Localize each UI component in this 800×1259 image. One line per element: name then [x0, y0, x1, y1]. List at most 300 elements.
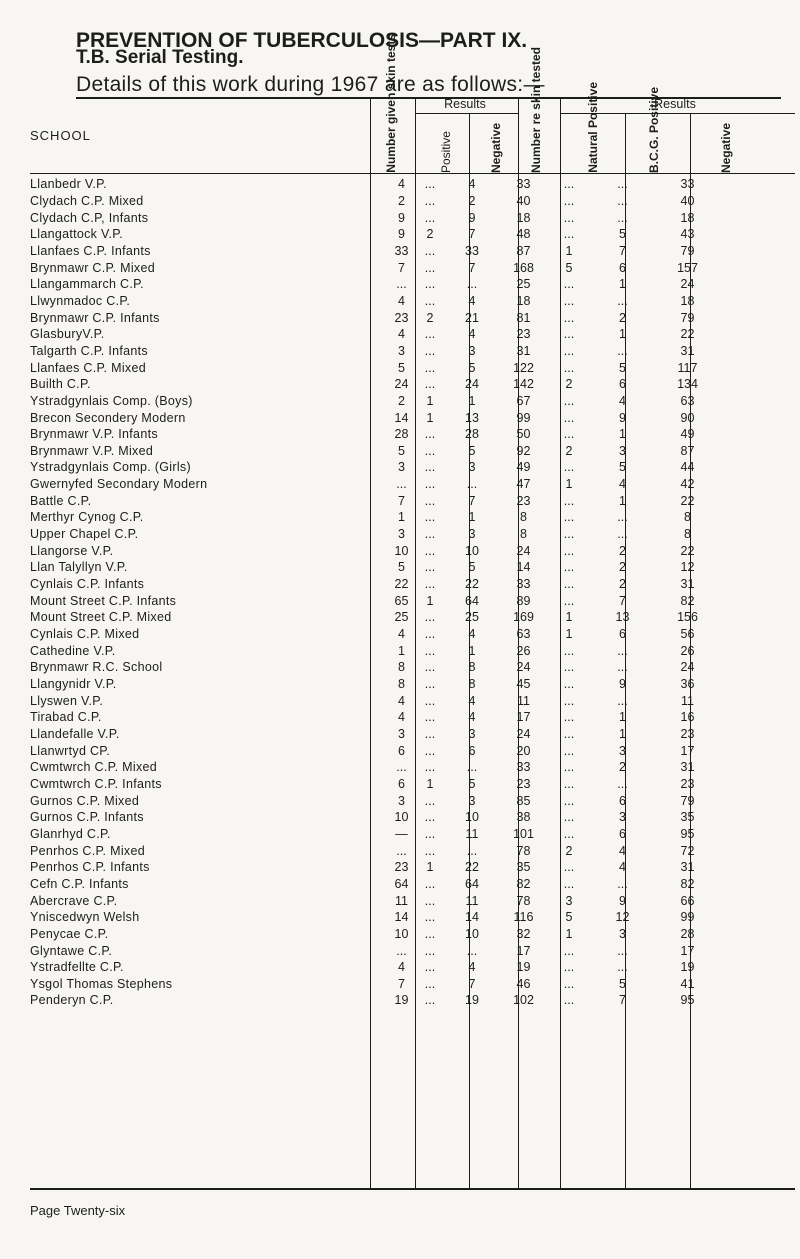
cell-nat: ... — [563, 360, 575, 375]
cell-re: 89 — [516, 593, 531, 608]
table-row — [30, 326, 790, 343]
cell-given: 33 — [394, 243, 409, 258]
cell-re: 24 — [516, 726, 531, 741]
cell-pos: ... — [424, 577, 436, 592]
cell-bcg: 6 — [619, 826, 626, 841]
cell-pos: ... — [424, 493, 436, 508]
table-row — [30, 259, 790, 276]
school-name: Llanfaes C.P. Infants — [30, 243, 151, 258]
table-row — [30, 909, 790, 926]
cell-neg2: 40 — [680, 193, 695, 208]
school-name: Ystradgynlais Comp. (Boys) — [30, 393, 193, 408]
cell-bcg: 1 — [619, 327, 626, 342]
cell-neg: ... — [466, 943, 478, 958]
school-name: GlasburyV.P. — [30, 327, 105, 342]
cell-re: 33 — [516, 760, 531, 775]
cell-given: — — [395, 826, 408, 841]
cell-neg: 10 — [465, 543, 479, 558]
cell-bcg: ... — [617, 776, 628, 791]
cell-neg2: 87 — [680, 443, 695, 458]
cell-re: 48 — [516, 227, 531, 242]
cell-neg: ... — [466, 477, 478, 492]
cell-neg: 25 — [465, 610, 479, 625]
school-name: Ysgol Thomas Stephens — [30, 976, 173, 991]
table-row — [30, 692, 790, 709]
cell-given: 4 — [398, 327, 405, 342]
table-body — [30, 176, 790, 1009]
cell-neg2: 31 — [680, 577, 695, 592]
cell-neg: 10 — [465, 926, 479, 941]
school-name: Llangynidr V.P. — [30, 677, 117, 692]
table-row — [30, 459, 790, 476]
cell-bcg: 5 — [619, 976, 626, 991]
table-row — [30, 393, 790, 410]
cell-re: 19 — [516, 960, 531, 975]
cell-nat: ... — [563, 710, 575, 725]
cell-neg2: 79 — [680, 793, 695, 808]
cell-given: ... — [396, 277, 407, 292]
cell-re: 47 — [516, 477, 531, 492]
cell-re: 8 — [520, 510, 527, 525]
cell-pos: ... — [424, 327, 436, 342]
cell-pos: ... — [424, 726, 436, 741]
cell-re: 67 — [516, 393, 531, 408]
cell-bcg: 9 — [619, 893, 626, 908]
cell-neg2: 134 — [677, 377, 698, 392]
school-name: Tirabad C.P. — [30, 710, 102, 725]
cell-neg2: 82 — [680, 876, 695, 891]
cell-pos: ... — [424, 443, 436, 458]
column-header-school: SCHOOL — [30, 128, 91, 143]
cell-pos: 2 — [426, 227, 434, 242]
cell-neg: 14 — [465, 910, 479, 925]
cell-re: 11 — [517, 693, 530, 708]
cell-neg: 24 — [465, 377, 479, 392]
table-row — [30, 526, 790, 543]
school-name: Llanbedr V.P. — [30, 177, 107, 192]
cell-neg2: 17 — [680, 743, 695, 758]
cell-neg2: 24 — [680, 277, 695, 292]
cell-pos: ... — [424, 876, 436, 891]
cell-neg2: 82 — [680, 593, 695, 608]
cell-re: 99 — [516, 410, 531, 425]
cell-neg2: 95 — [680, 826, 695, 841]
cell-neg2: 99 — [680, 910, 695, 925]
cell-pos: ... — [424, 510, 436, 525]
cell-neg2: 31 — [680, 760, 695, 775]
school-name: Cefn C.P. Infants — [30, 876, 129, 891]
school-name: Battle C.P. — [30, 493, 92, 508]
cell-nat: ... — [563, 560, 575, 575]
cell-bcg: 7 — [619, 243, 626, 258]
cell-nat: ... — [563, 876, 575, 891]
school-name: Cwmtwrch C.P. Mixed — [30, 760, 158, 775]
school-name: Penderyn C.P. — [30, 993, 114, 1008]
cell-nat: 1 — [565, 243, 573, 258]
table-row — [30, 942, 790, 959]
cell-given: 7 — [398, 260, 405, 275]
cell-neg: 4 — [468, 710, 476, 725]
cell-re: 35 — [516, 860, 531, 875]
cell-nat: ... — [563, 660, 575, 675]
cell-bcg: 1 — [619, 710, 626, 725]
cell-re: 40 — [516, 193, 531, 208]
cell-bcg: 3 — [619, 810, 626, 825]
column-header-retested: Number re skin tested — [529, 46, 543, 173]
table-row — [30, 976, 790, 993]
cell-bcg: 7 — [619, 593, 626, 608]
cell-neg2: 35 — [680, 810, 695, 825]
cell-re: 20 — [516, 743, 531, 758]
cell-re: 142 — [513, 377, 534, 392]
cell-pos: ... — [424, 293, 436, 308]
cell-pos: ... — [424, 193, 436, 208]
cell-nat: ... — [563, 527, 575, 542]
school-name: Mount Street C.P. Mixed — [30, 610, 172, 625]
table-row — [30, 842, 790, 859]
cell-neg: ... — [466, 277, 478, 292]
cell-bcg: 6 — [619, 793, 626, 808]
cell-re: 26 — [516, 643, 531, 658]
school-name: Cathedine V.P. — [30, 643, 116, 658]
cell-nat: ... — [563, 327, 575, 342]
cell-re: 24 — [516, 543, 531, 558]
page-footer: Page Twenty-six — [30, 1203, 126, 1218]
table-row — [30, 359, 790, 376]
cell-re: 14 — [516, 560, 531, 575]
school-name: Llyswen V.P. — [30, 693, 104, 708]
cell-given: 8 — [398, 660, 405, 675]
cell-given: 5 — [398, 360, 405, 375]
cell-pos: ... — [424, 360, 436, 375]
cell-re: 81 — [516, 310, 531, 325]
cell-pos: ... — [424, 477, 436, 492]
cell-given: 5 — [398, 443, 405, 458]
cell-nat: 1 — [565, 926, 573, 941]
cell-re: 23 — [516, 493, 531, 508]
cell-neg2: 41 — [680, 976, 695, 991]
cell-re: 168 — [513, 260, 534, 275]
cell-neg: 21 — [465, 310, 479, 325]
cell-re: 33 — [516, 177, 531, 192]
school-name: Gurnos C.P. Mixed — [30, 793, 140, 808]
cell-bcg: ... — [617, 660, 628, 675]
cell-neg: 2 — [468, 193, 476, 208]
column-header-positive: Positive — [439, 130, 453, 173]
cell-neg: 4 — [468, 693, 476, 708]
cell-neg2: 18 — [680, 210, 695, 225]
cell-bcg: ... — [617, 527, 628, 542]
cell-nat: ... — [563, 410, 575, 425]
cell-nat: 1 — [565, 627, 573, 642]
cell-re: 92 — [516, 443, 531, 458]
cell-nat: ... — [563, 993, 575, 1008]
cell-pos: ... — [424, 460, 436, 475]
cell-bcg: 9 — [619, 410, 626, 425]
cell-given: 65 — [394, 593, 409, 608]
cell-pos: ... — [424, 976, 436, 991]
cell-re: 33 — [516, 577, 531, 592]
cell-neg2: 79 — [680, 243, 695, 258]
cell-neg: 7 — [468, 260, 476, 275]
cell-nat: 1 — [565, 477, 573, 492]
table-row — [30, 243, 790, 260]
cell-re: 85 — [516, 793, 531, 808]
school-name: Penrhos C.P. Mixed — [30, 843, 145, 858]
cell-bcg: ... — [617, 193, 628, 208]
header-title-line1: PREVENTION OF TUBERCULOSIS—PART IX. — [76, 29, 528, 52]
cell-nat: ... — [563, 810, 575, 825]
cell-re: 87 — [516, 243, 531, 258]
cell-bcg: 7 — [619, 993, 626, 1008]
school-name: Llanwrtyd CP. — [30, 743, 111, 758]
cell-nat: ... — [563, 776, 575, 791]
cell-bcg: ... — [617, 693, 628, 708]
cell-pos: ... — [424, 743, 436, 758]
cell-nat: ... — [563, 210, 575, 225]
table-row — [30, 759, 790, 776]
cell-neg2: 31 — [680, 860, 695, 875]
table-row — [30, 959, 790, 976]
cell-bcg: ... — [617, 876, 628, 891]
table-row — [30, 676, 790, 693]
cell-neg: 4 — [468, 960, 476, 975]
cell-bcg: 5 — [619, 460, 626, 475]
cell-neg2: 156 — [677, 610, 698, 625]
cell-bcg: 3 — [619, 743, 626, 758]
cell-neg2: 18 — [680, 293, 695, 308]
cell-neg: 11 — [465, 893, 479, 908]
cell-pos: ... — [424, 693, 436, 708]
school-name: Cwmtwrch C.P. Infants — [30, 776, 162, 791]
cell-neg2: 28 — [680, 926, 695, 941]
cell-pos: ... — [424, 427, 436, 442]
school-name: Brecon Secondery Modern — [30, 410, 186, 425]
column-group-results-1: Results — [444, 97, 486, 111]
cell-neg: 4 — [468, 327, 476, 342]
table-row — [30, 176, 790, 193]
school-name: Builth C.P. — [30, 377, 91, 392]
school-name: Upper Chapel C.P. — [30, 527, 139, 542]
cell-given: ... — [396, 943, 407, 958]
cell-bcg: 13 — [615, 610, 630, 625]
cell-neg: 3 — [468, 343, 476, 358]
table-row — [30, 642, 790, 659]
cell-pos: ... — [424, 277, 436, 292]
cell-neg2: 95 — [680, 993, 695, 1008]
school-name: Ystradgynlais Comp. (Girls) — [30, 460, 191, 475]
cell-neg: 4 — [468, 177, 476, 192]
cell-bcg: 1 — [619, 493, 626, 508]
cell-bcg: 12 — [615, 910, 630, 925]
cell-neg2: 49 — [680, 427, 695, 442]
cell-nat: ... — [563, 343, 575, 358]
cell-neg: 13 — [465, 410, 479, 425]
cell-bcg: ... — [617, 643, 628, 658]
cell-nat: ... — [563, 726, 575, 741]
cell-pos: ... — [424, 177, 436, 192]
cell-given: 3 — [398, 726, 405, 741]
table-row — [30, 792, 790, 809]
school-name: Llangorse V.P. — [30, 543, 114, 558]
cell-neg2: 11 — [681, 693, 694, 708]
cell-pos: ... — [424, 677, 436, 692]
cell-given: 8 — [398, 677, 405, 692]
cell-bcg: 1 — [619, 726, 626, 741]
cell-neg: 10 — [465, 810, 479, 825]
cell-re: 18 — [516, 210, 531, 225]
table-row — [30, 776, 790, 793]
cell-nat: ... — [563, 793, 575, 808]
cell-given: 23 — [394, 310, 409, 325]
cell-re: 169 — [513, 610, 534, 625]
school-name: Mount Street C.P. Infants — [30, 593, 177, 608]
cell-given: 4 — [398, 177, 405, 192]
table-row — [30, 409, 790, 426]
cell-neg: 9 — [468, 210, 476, 225]
cell-nat: 2 — [565, 377, 573, 392]
cell-neg: 3 — [468, 527, 476, 542]
school-name: Brynmawr C.P. Infants — [30, 310, 160, 325]
table-row — [30, 276, 790, 293]
cell-neg2: 44 — [680, 460, 695, 475]
cell-bcg: 6 — [619, 260, 626, 275]
table-row — [30, 509, 790, 526]
cell-neg: 64 — [465, 876, 479, 891]
cell-given: 3 — [398, 527, 405, 542]
cell-nat: 1 — [565, 610, 573, 625]
cell-neg: 64 — [465, 593, 479, 608]
cell-nat: ... — [563, 177, 575, 192]
school-name: Gwernyfed Secondary Modern — [30, 477, 208, 492]
table-row — [30, 209, 790, 226]
cell-bcg: 4 — [619, 393, 626, 408]
cell-neg: 3 — [468, 460, 476, 475]
cell-neg: 5 — [468, 360, 476, 375]
cell-bcg: 6 — [619, 377, 626, 392]
table-row — [30, 559, 790, 576]
cell-pos: ... — [424, 627, 436, 642]
column-header-negative-2: Negative — [719, 122, 733, 173]
cell-given: ... — [396, 477, 407, 492]
cell-given: 4 — [398, 693, 405, 708]
school-name: Talgarth C.P. Infants — [30, 343, 148, 358]
cell-neg2: 26 — [680, 643, 695, 658]
school-name: Llangammarch C.P. — [30, 277, 144, 292]
school-name: Brynmawr V.P. Infants — [30, 427, 158, 442]
cell-re: 102 — [513, 993, 534, 1008]
cell-bcg: 1 — [619, 427, 626, 442]
school-name: Clydach C.P, Infants — [30, 210, 149, 225]
cell-neg2: 22 — [680, 493, 695, 508]
cell-re: 116 — [513, 910, 534, 925]
cell-nat: ... — [563, 826, 575, 841]
cell-pos: 1 — [426, 593, 434, 608]
table-row — [30, 659, 790, 676]
cell-nat: ... — [563, 293, 575, 308]
cell-nat: ... — [563, 227, 575, 242]
cell-neg2: 79 — [680, 310, 695, 325]
cell-neg: 11 — [465, 826, 479, 841]
cell-given: 3 — [398, 793, 405, 808]
school-name: Llan Talyllyn V.P. — [30, 560, 128, 575]
cell-pos: 1 — [426, 410, 434, 425]
cell-nat: ... — [563, 976, 575, 991]
cell-neg: 3 — [468, 726, 476, 741]
cell-pos: ... — [424, 560, 436, 575]
cell-neg2: 19 — [680, 960, 695, 975]
cell-nat: 3 — [565, 893, 573, 908]
cell-pos: ... — [424, 910, 436, 925]
cell-nat: ... — [563, 693, 575, 708]
cell-bcg: ... — [617, 960, 628, 975]
cell-pos: ... — [424, 210, 436, 225]
cell-re: 23 — [516, 327, 531, 342]
cell-neg: 1 — [468, 643, 476, 658]
cell-nat: ... — [563, 677, 575, 692]
school-name: Merthyr Cynog C.P. — [30, 510, 144, 525]
cell-given: 10 — [394, 926, 409, 941]
table-row — [30, 443, 790, 460]
cell-neg: 8 — [468, 660, 476, 675]
cell-neg: 1 — [468, 393, 476, 408]
cell-nat: ... — [563, 943, 575, 958]
cell-pos: ... — [424, 543, 436, 558]
cell-given: 25 — [394, 610, 409, 625]
cell-pos: ... — [424, 760, 436, 775]
cell-neg2: 17 — [680, 943, 695, 958]
cell-given: 19 — [394, 993, 409, 1008]
cell-neg2: 42 — [680, 477, 695, 492]
cell-pos: ... — [424, 377, 436, 392]
cell-bcg: 3 — [619, 926, 626, 941]
cell-pos: ... — [424, 943, 436, 958]
table-row — [30, 193, 790, 210]
cell-given: 5 — [398, 560, 405, 575]
cell-re: 46 — [516, 976, 531, 991]
cell-neg: 7 — [468, 493, 476, 508]
cell-nat: 5 — [565, 260, 573, 275]
cell-pos: ... — [424, 893, 436, 908]
column-header-given: Number given skin tests — [384, 34, 398, 173]
column-group-results-2: Results — [654, 97, 696, 111]
cell-nat: ... — [563, 643, 575, 658]
cell-bcg: ... — [617, 943, 628, 958]
results-table — [30, 176, 790, 1009]
header-rule — [30, 173, 795, 174]
school-name: Brynmawr C.P. Mixed — [30, 260, 155, 275]
cell-neg2: 66 — [680, 893, 695, 908]
cell-given: 9 — [398, 210, 405, 225]
cell-neg2: 24 — [680, 660, 695, 675]
cell-given: 24 — [394, 377, 409, 392]
cell-re: 31 — [516, 343, 531, 358]
cell-re: 50 — [516, 427, 531, 442]
cell-nat: ... — [563, 860, 575, 875]
school-name: Clydach C.P. Mixed — [30, 193, 144, 208]
cell-bcg: 6 — [619, 627, 626, 642]
cell-bcg: ... — [617, 293, 628, 308]
cell-neg2: 23 — [680, 726, 695, 741]
results-group-rule-1 — [415, 113, 518, 114]
cell-neg: 28 — [465, 427, 479, 442]
cell-neg2: 23 — [680, 776, 695, 791]
cell-bcg: 2 — [619, 560, 626, 575]
table-row — [30, 992, 790, 1009]
cell-nat: ... — [563, 577, 575, 592]
cell-neg2: 63 — [680, 393, 695, 408]
cell-given: 2 — [398, 193, 405, 208]
